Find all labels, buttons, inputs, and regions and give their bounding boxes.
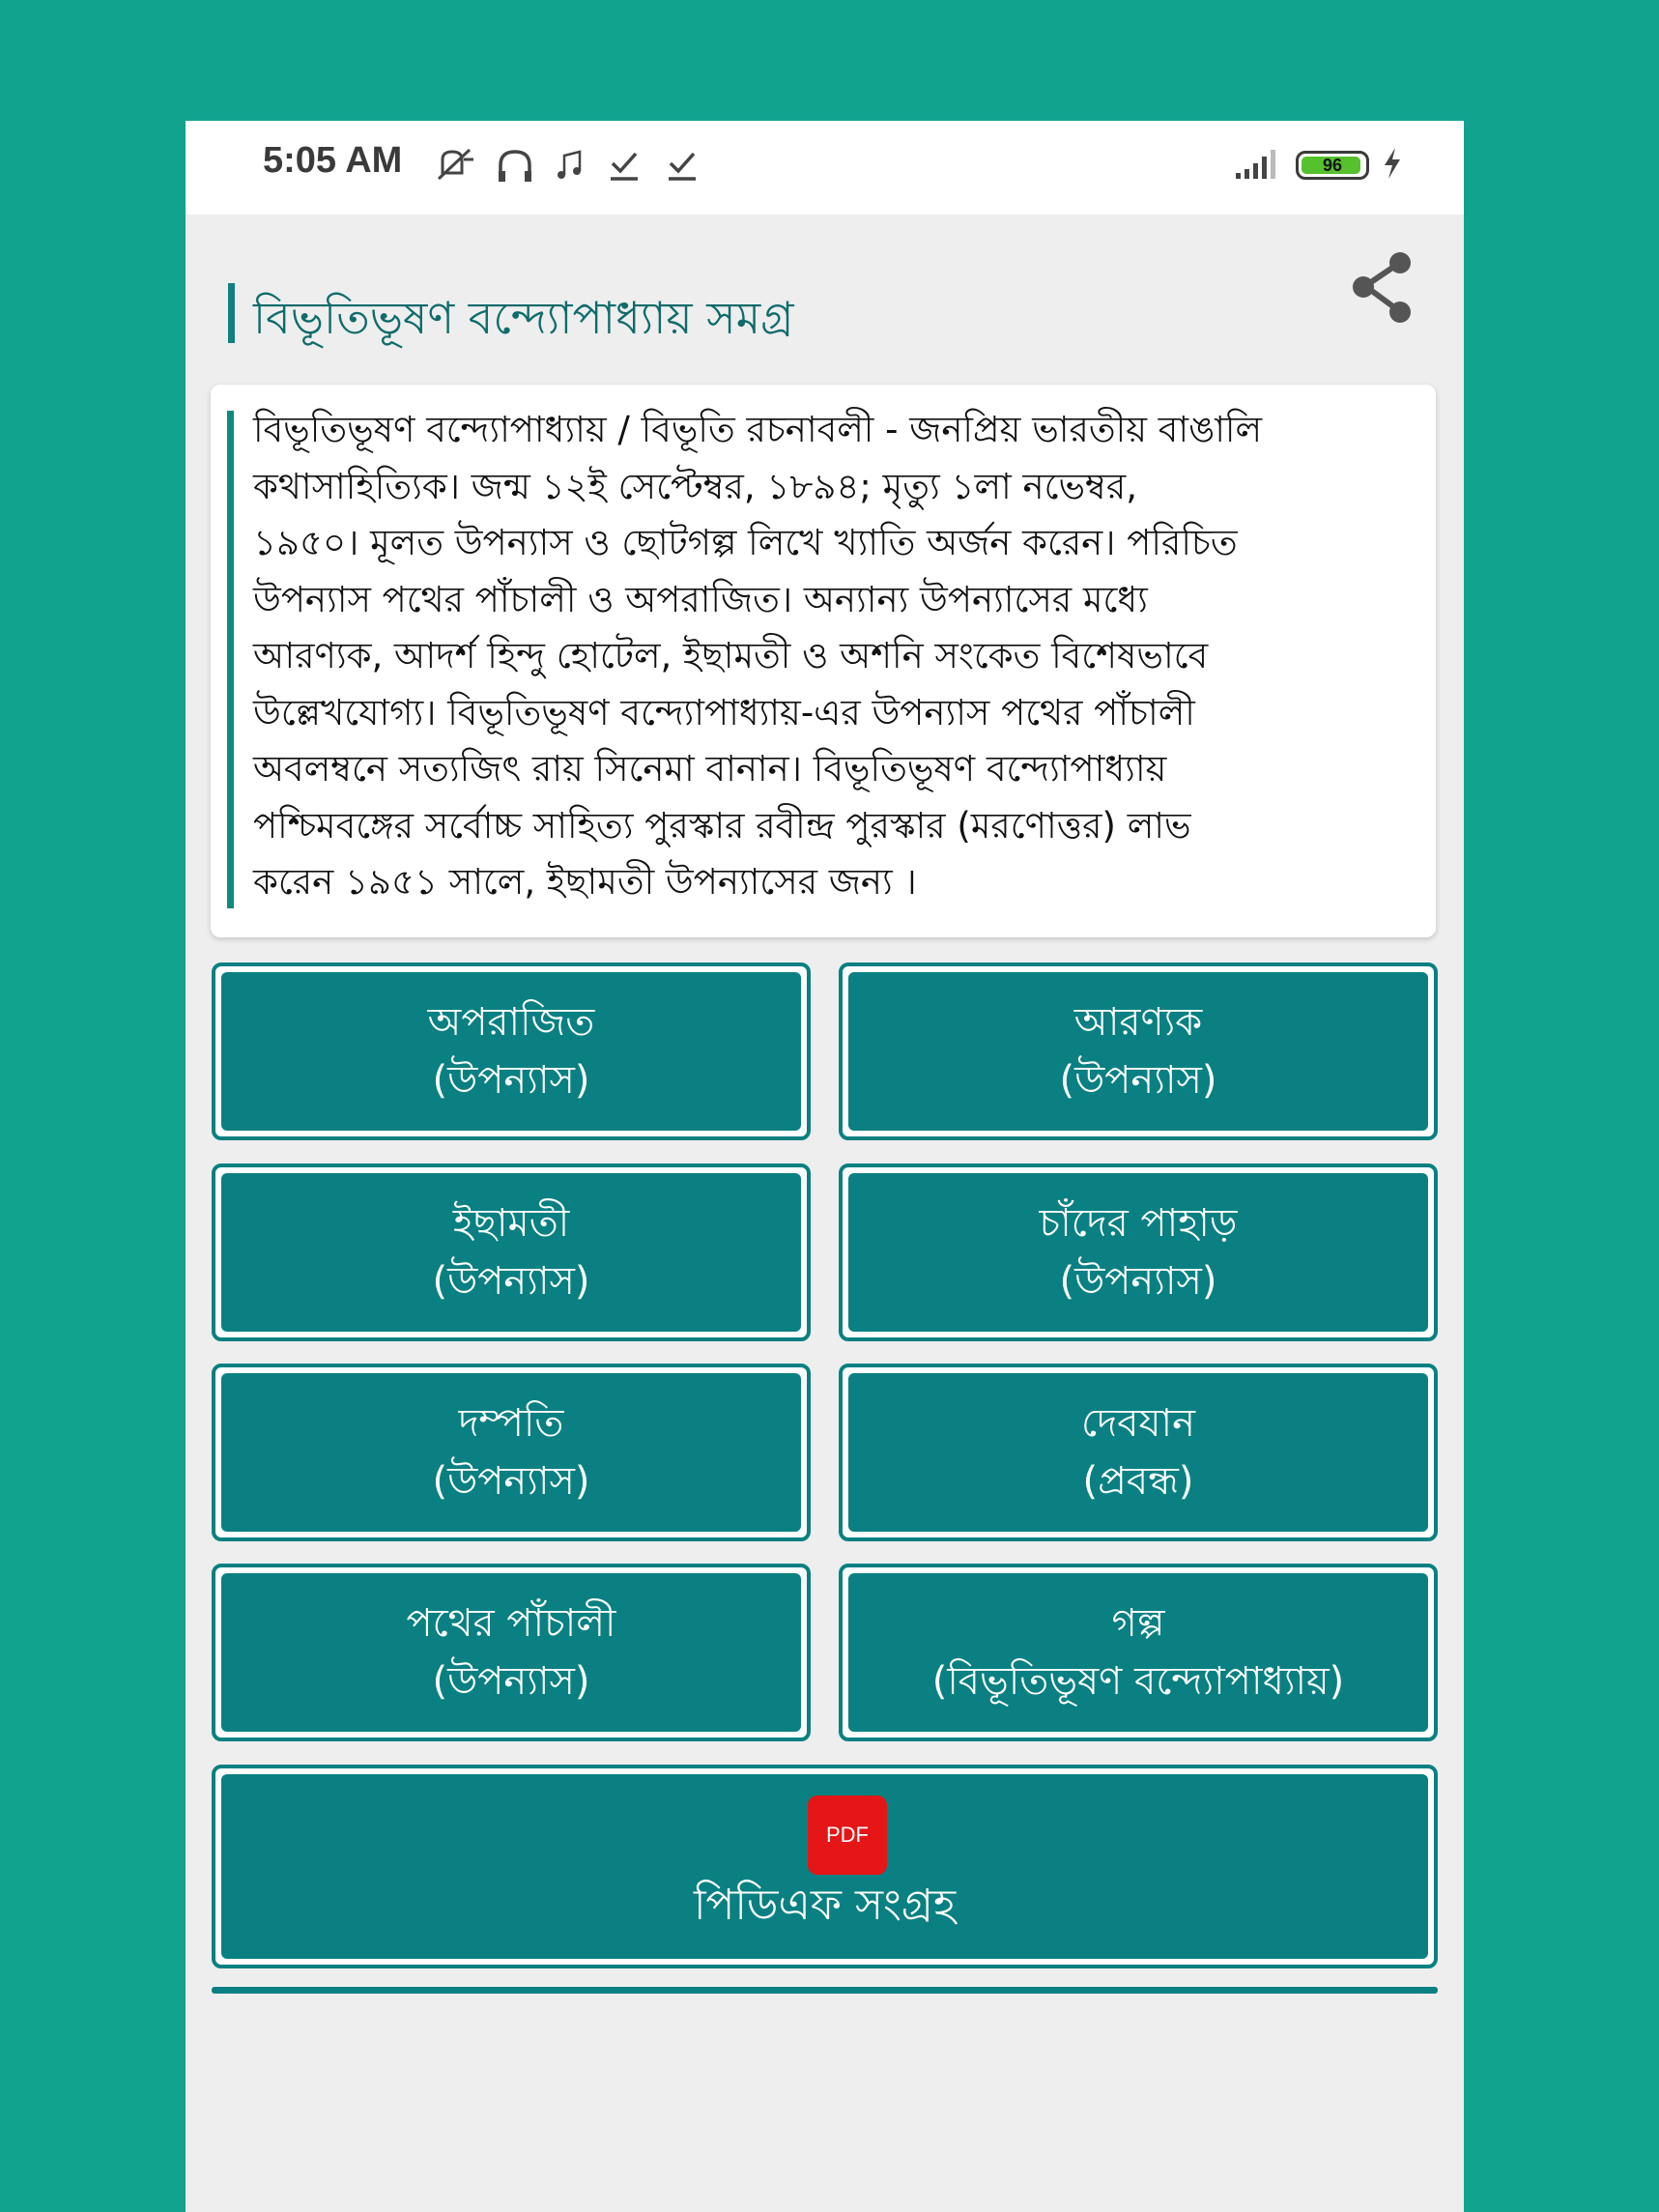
book-type: (উপন্যাস): [432, 1659, 590, 1704]
description-line: আরণ্যক, আদর্শ হিন্দু হোটেল, ইছামতী ও অশনি সংকেত বিশেষভাবে: [253, 635, 1209, 676]
charging-icon: [1381, 146, 1404, 185]
book-type: (উপন্যাস): [432, 1259, 590, 1304]
status-icons-right: [1234, 146, 1404, 185]
status-time: 5:05 AM: [263, 140, 403, 181]
book-button-ichhamati[interactable]: [212, 1163, 811, 1341]
book-button-dampati[interactable]: [212, 1364, 811, 1541]
description-line: পশ্চিমবঙ্গের সর্বোচ্চ সাহিত্য পুরস্কার রবীন্দ্র পুরস্কার (মরণোত্তর) লাভ: [253, 804, 1191, 847]
book-type: (উপন্যাস): [432, 1058, 590, 1103]
headphones-icon: [495, 146, 535, 185]
phone-screen: [186, 121, 1464, 2212]
download-done-icon: [605, 146, 645, 185]
download-done-icon: [663, 146, 703, 185]
share-icon: [1348, 249, 1416, 327]
description-card: [211, 385, 1436, 937]
page-title: বিভূতিভূষণ বন্দ্যোপাধ্যায় সমগ্র: [253, 292, 794, 344]
book-button-galpo[interactable]: [839, 1564, 1438, 1741]
book-button-debjan[interactable]: [839, 1364, 1438, 1541]
description-line: উল্লেখযোগ্য। বিভূতিভূষণ বন্দ্যোপাধ্যায়-এর উপন্যাস পথের পাঁচালী: [253, 691, 1195, 733]
pdf-icon: PDF: [808, 1795, 887, 1875]
book-button-aparajito[interactable]: [212, 962, 811, 1140]
pdf-collection-label: পিডিএফ সংগ্রহ: [693, 1881, 957, 1930]
book-title: দম্পতি: [458, 1401, 564, 1446]
book-title: আরণ্যক: [1073, 1000, 1203, 1045]
description-line: ১৯৫০। মূলত উপন্যাস ও ছোটগল্প লিখে খ্যাতি অর্জন করেন। পরিচিত: [253, 522, 1238, 563]
book-type: (উপন্যাস): [1059, 1058, 1217, 1103]
description-accent-bar: [227, 411, 234, 908]
share-button[interactable]: [1348, 249, 1416, 330]
book-button-aranyak[interactable]: [839, 962, 1438, 1140]
description-line: করেন ১৯৫১ সালে, ইছামতী উপন্যাসের জন্য ।: [253, 861, 917, 903]
book-title: পথের পাঁচালী: [406, 1601, 616, 1646]
mute-icon: [435, 146, 477, 185]
book-title: ইছামতী: [452, 1201, 570, 1246]
description-line: কথাসাহিত্যিক। জন্ম ১২ই সেপ্টেম্বর, ১৮৯৪; মৃত্যু ১লা নভেম্বর,: [253, 465, 1137, 507]
pdf-collection-button[interactable]: [212, 1765, 1438, 1968]
divider: [212, 1987, 1438, 1994]
description-line: উপন্যাস পথের পাঁচালী ও অপরাজিত। অন্যান্য উপন্যাসের মধ্যে: [253, 578, 1148, 620]
description-line: অবলম্বনে সত্যজিৎ রায় সিনেমা বানান। বিভূতিভূষণ বন্দ্যোপাধ্যায়: [253, 748, 1167, 790]
book-title: দেবযান: [1080, 1401, 1196, 1446]
status-icons-left: [435, 146, 703, 185]
book-title: গল্প: [1111, 1601, 1165, 1646]
book-type: (প্রবন্ধ): [1082, 1459, 1194, 1504]
title-accent-bar: [228, 283, 235, 343]
book-button-pather-panchali[interactable]: [212, 1564, 811, 1741]
book-title: অপরাজিত: [427, 1000, 595, 1045]
book-button-chander-pahar[interactable]: [839, 1163, 1438, 1341]
description-line: বিভূতিভূষণ বন্দ্যোপাধ্যায় / বিভূতি রচনাবলী - জনপ্রিয় ভারতীয় বাঙালি: [253, 409, 1263, 450]
battery-level: 96: [1322, 156, 1343, 175]
music-icon: [553, 146, 587, 185]
book-type: (বিভূতিভূষণ বন্দ্যোপাধ্যায়): [931, 1659, 1345, 1704]
book-type: (উপন্যাস): [1059, 1259, 1217, 1304]
signal-icon: [1234, 146, 1284, 185]
book-type: (উপন্যাস): [432, 1459, 590, 1504]
book-title: চাঁদের পাহাড়: [1039, 1201, 1238, 1246]
battery-icon: [1296, 151, 1369, 180]
status-bar: [186, 121, 1464, 215]
description-text: [253, 402, 1427, 911]
